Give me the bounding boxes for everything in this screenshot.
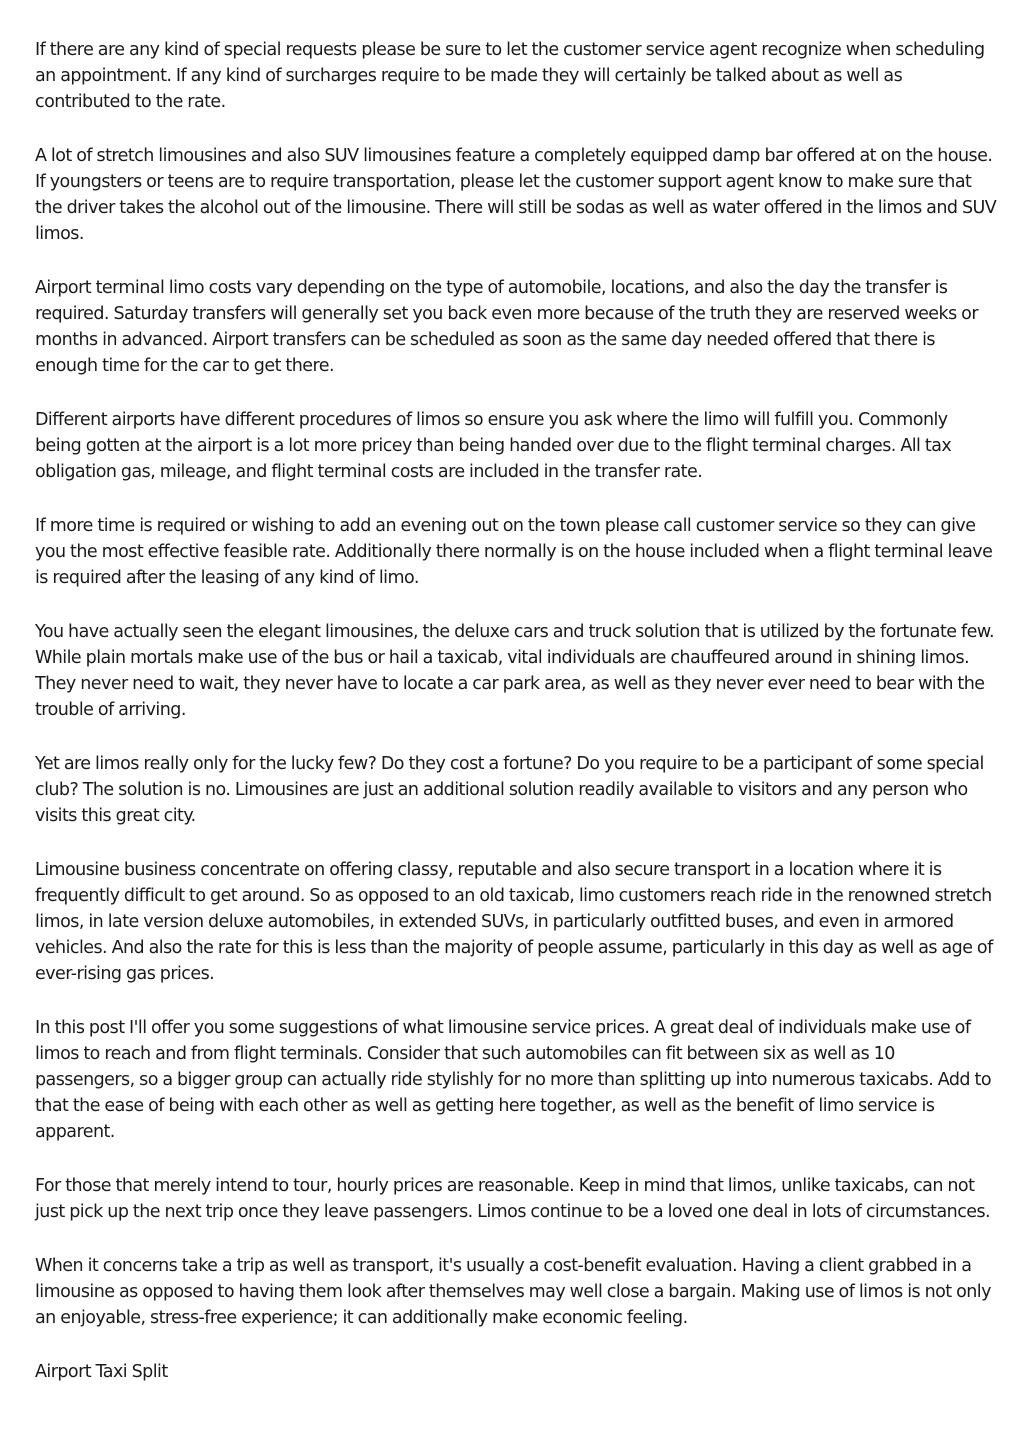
paragraph-6: You have actually seen the elegant limousines, the deluxe cars and truck solution that is utilized by the fortunate few. While plain mortals make use of the bus or hail a taxicab, vital individuals are chauffeured around in shining limos. They never need to wait, they never have to locate a car park area, as well as they never ever need to bear with the trouble of arriving. bbox=[35, 622, 995, 720]
paragraph-1: If there are any kind of special requests please be sure to let the customer service agent recognize when scheduling an appointment. If any kind of surcharges require to be made they will certainly be talked about as well as contributed to the rate. bbox=[35, 40, 985, 112]
paragraph-2: A lot of stretch limousines and also SUV limousines feature a completely equipped damp bar offered at on the house. If youngsters or teens are to require transportation, please let the customer support agent know to make sure that the driver takes the alcohol out of the limousine. There will still be sodas as well as water offered in the limos and SUV limos. bbox=[35, 146, 997, 244]
closing-link-text: Airport Taxi Split bbox=[35, 1362, 168, 1382]
paragraph-11: When it concerns take a trip as well as transport, it's usually a cost-benefit evaluation. Having a client grabbed in a limousine as opposed to having them look after themselves may well close a bargain. Making use of limos is not only an enjoyable, stress-free experience; it can additionally make economic feeling. bbox=[35, 1256, 991, 1328]
paragraph-4: Different airports have different procedures of limos so ensure you ask where the limo will fulfill you. Commonly being gotten at the airport is a lot more pricey than being handed over due to the flight terminal charges. All tax obligation gas, mileage, and flight terminal costs are included in the transfer rate. bbox=[35, 410, 952, 482]
paragraph-7: Yet are limos really only for the lucky few? Do they cost a fortune? Do you require to be a participant of some special club? The solution is no. Limousines are just an additional solution readily available to visitors and any person who visits this great city. bbox=[35, 754, 984, 826]
document-body bbox=[35, 37, 997, 1385]
paragraph-10: For those that merely intend to tour, hourly prices are reasonable. Keep in mind that limos, unlike taxicabs, can not just pick up the next trip once they leave passengers. Limos continue to be a loved one deal in lots of circumstances. bbox=[35, 1176, 991, 1222]
paragraph-9: In this post I'll offer you some suggestions of what limousine service prices. A great deal of individuals make use of limos to reach and from flight terminals. Consider that such automobiles can fit between six as well as 10 passengers, so a bigger group can actually ride stylishly for no more than splitting up into numerous taxicabs. Add to that the ease of being with each other as well as getting here together, as well as the benefit of limo service is apparent. bbox=[35, 1018, 991, 1142]
paragraph-3: Airport terminal limo costs vary depending on the type of automobile, locations, and also the day the transfer is required. Saturday transfers will generally set you back even more because of the truth they are reserved weeks or months in advanced. Airport transfers can be scheduled as soon as the same day needed offered that there is enough time for the car to get there. bbox=[35, 278, 978, 376]
paragraph-8: Limousine business concentrate on offering classy, reputable and also secure transport in a location where it is frequently difficult to get around. So as opposed to an old taxicab, limo customers reach ride in the renowned stretch limos, in late version deluxe automobiles, in extended SUVs, in particularly outfitted buses, and even in armored vehicles. And also the rate for this is less than the majority of people assume, particularly in this day as well as age of ever-rising gas prices. bbox=[35, 860, 993, 984]
paragraph-5: If more time is required or wishing to add an evening out on the town please call customer service so they can give you the most effective feasible rate. Additionally there normally is on the house included when a flight terminal leave is required after the leasing of any kind of limo. bbox=[35, 516, 993, 588]
